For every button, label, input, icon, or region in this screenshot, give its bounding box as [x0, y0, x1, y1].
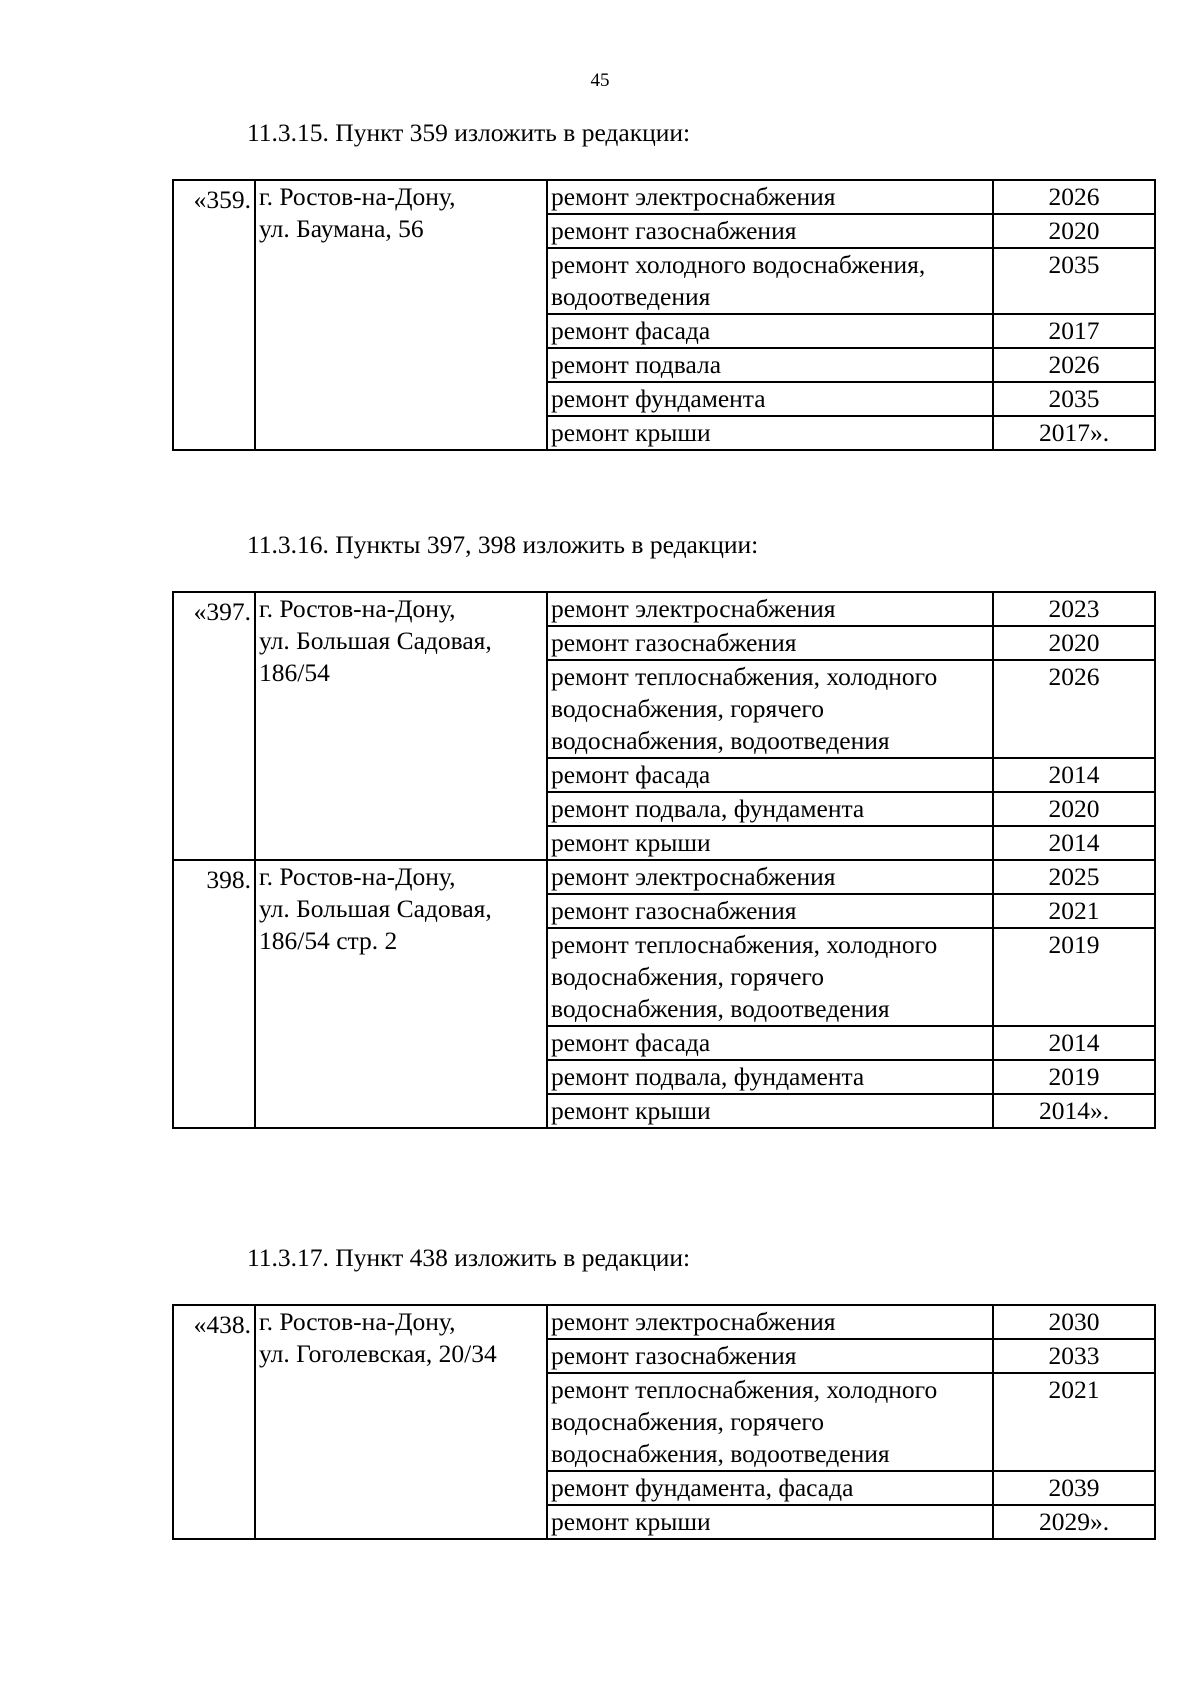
work-type-line: ремонт электроснабжения: [551, 182, 836, 211]
work-type-line: ремонт газоснабжения: [551, 1341, 797, 1370]
work-type-line: ремонт газоснабжения: [551, 628, 797, 657]
work-type-line: ремонт теплоснабжения, холодного: [551, 1375, 938, 1404]
address-line: г. Ростов-на-Дону,: [259, 594, 456, 623]
address-line: г. Ростов-на-Дону,: [259, 1307, 456, 1336]
item-number-cell: [173, 1305, 255, 1539]
year-cell: 2017: [993, 314, 1155, 348]
work-type-cell: [547, 626, 993, 660]
work-type-cell: [547, 792, 993, 826]
address-line: г. Ростов-на-Дону,: [259, 182, 456, 211]
item-number-cell: [173, 180, 255, 450]
work-type-line: ремонт электроснабжения: [551, 1307, 836, 1336]
item-number: «397.: [193, 597, 251, 626]
work-type-cell: [547, 1373, 993, 1471]
year-cell: 2026: [993, 660, 1155, 758]
work-type-cell: [547, 660, 993, 758]
address-line: ул. Баумана, 56: [259, 214, 424, 243]
work-type-line: ремонт теплоснабжения, холодного: [551, 930, 938, 959]
work-type-cell: [547, 248, 993, 314]
year-cell: 2014: [993, 1026, 1155, 1060]
year-cell: 2014: [993, 758, 1155, 792]
work-type-line: водоснабжения, горячего: [551, 1407, 825, 1436]
work-type-cell: [547, 1060, 993, 1094]
address-line: г. Ростов-на-Дону,: [259, 862, 456, 891]
work-type-line: ремонт газоснабжения: [551, 216, 797, 245]
address-cell: [255, 592, 547, 860]
address-cell: [255, 1305, 547, 1539]
year-cell: 2019: [993, 1060, 1155, 1094]
year-cell: 2014».: [993, 1094, 1155, 1128]
work-type-line: ремонт подвала: [551, 350, 722, 379]
year-cell: 2021: [993, 894, 1155, 928]
work-type-cell: [547, 1026, 993, 1060]
work-type-line: ремонт фасада: [551, 1028, 711, 1057]
work-type-cell: [547, 1305, 993, 1339]
work-type-line: ремонт подвала, фундамента: [551, 1062, 865, 1091]
work-type-line: ремонт крыши: [551, 418, 711, 447]
work-type-cell: [547, 894, 993, 928]
work-type-line: ремонт фундамента, фасада: [551, 1473, 854, 1502]
year-cell: 2039: [993, 1471, 1155, 1505]
item-number-cell: [173, 860, 255, 1128]
year-cell: 2033: [993, 1339, 1155, 1373]
work-type-line: ремонт электроснабжения: [551, 594, 836, 623]
item-number-cell: [173, 592, 255, 860]
year-cell: 2023: [993, 592, 1155, 626]
year-cell: 2030: [993, 1305, 1155, 1339]
year-cell: 2019: [993, 928, 1155, 1026]
table-row: [173, 592, 1155, 626]
year-cell: 2026: [993, 348, 1155, 382]
year-cell: 2035: [993, 248, 1155, 314]
repair-table-3: [172, 1304, 1156, 1540]
item-number: «359.: [193, 185, 251, 214]
section-heading-1: 11.3.15. Пункт 359 изложить в редакции:: [247, 118, 691, 147]
address-line: ул. Гоголевская, 20/34: [259, 1339, 497, 1368]
work-type-line: ремонт газоснабжения: [551, 896, 797, 925]
work-type-line: водоотведения: [551, 282, 711, 311]
work-type-line: водоснабжения, водоотведения: [551, 1439, 890, 1468]
year-cell: 2020: [993, 626, 1155, 660]
year-cell: 2026: [993, 180, 1155, 214]
address-line: 186/54 стр. 2: [259, 926, 398, 955]
work-type-line: ремонт крыши: [551, 1096, 711, 1125]
work-type-line: ремонт электроснабжения: [551, 862, 836, 891]
section-heading-3: 11.3.17. Пункт 438 изложить в редакции:: [247, 1243, 691, 1272]
work-type-cell: [547, 214, 993, 248]
work-type-line: ремонт фасада: [551, 760, 711, 789]
year-cell: 2035: [993, 382, 1155, 416]
address-line: 186/54: [259, 658, 330, 687]
year-cell: 2025: [993, 860, 1155, 894]
year-cell: 2017».: [993, 416, 1155, 450]
repair-table-2: [172, 591, 1156, 1129]
year-cell: 2029».: [993, 1505, 1155, 1539]
work-type-cell: [547, 758, 993, 792]
work-type-cell: [547, 928, 993, 1026]
work-type-cell: [547, 826, 993, 860]
work-type-line: ремонт крыши: [551, 1507, 711, 1536]
work-type-cell: [547, 314, 993, 348]
page-number: 45: [590, 70, 610, 91]
table-row: [173, 1305, 1155, 1339]
work-type-cell: [547, 348, 993, 382]
work-type-line: водоснабжения, горячего: [551, 694, 825, 723]
item-number: «438.: [193, 1310, 251, 1339]
work-type-cell: [547, 592, 993, 626]
work-type-cell: [547, 1505, 993, 1539]
work-type-line: ремонт подвала, фундамента: [551, 794, 865, 823]
address-cell: [255, 180, 547, 450]
address-line: ул. Большая Садовая,: [259, 626, 492, 655]
work-type-cell: [547, 1094, 993, 1128]
year-cell: 2014: [993, 826, 1155, 860]
work-type-line: ремонт фундамента: [551, 384, 766, 413]
address-cell: [255, 860, 547, 1128]
table-row: [173, 860, 1155, 894]
work-type-cell: [547, 382, 993, 416]
year-cell: 2020: [993, 792, 1155, 826]
work-type-line: водоснабжения, водоотведения: [551, 726, 890, 755]
year-cell: 2020: [993, 214, 1155, 248]
work-type-line: водоснабжения, водоотведения: [551, 994, 890, 1023]
work-type-line: водоснабжения, горячего: [551, 962, 825, 991]
repair-table-1: [172, 179, 1156, 451]
work-type-line: ремонт фасада: [551, 316, 711, 345]
item-number: 398.: [206, 865, 251, 894]
work-type-cell: [547, 1471, 993, 1505]
work-type-line: ремонт теплоснабжения, холодного: [551, 662, 938, 691]
work-type-line: ремонт холодного водоснабжения,: [551, 250, 926, 279]
work-type-cell: [547, 1339, 993, 1373]
work-type-cell: [547, 180, 993, 214]
table-row: [173, 180, 1155, 214]
work-type-line: ремонт крыши: [551, 828, 711, 857]
work-type-cell: [547, 860, 993, 894]
work-type-cell: [547, 416, 993, 450]
year-cell: 2021: [993, 1373, 1155, 1471]
address-line: ул. Большая Садовая,: [259, 894, 492, 923]
section-heading-2: 11.3.16. Пункты 397, 398 изложить в редакции:: [247, 530, 759, 559]
